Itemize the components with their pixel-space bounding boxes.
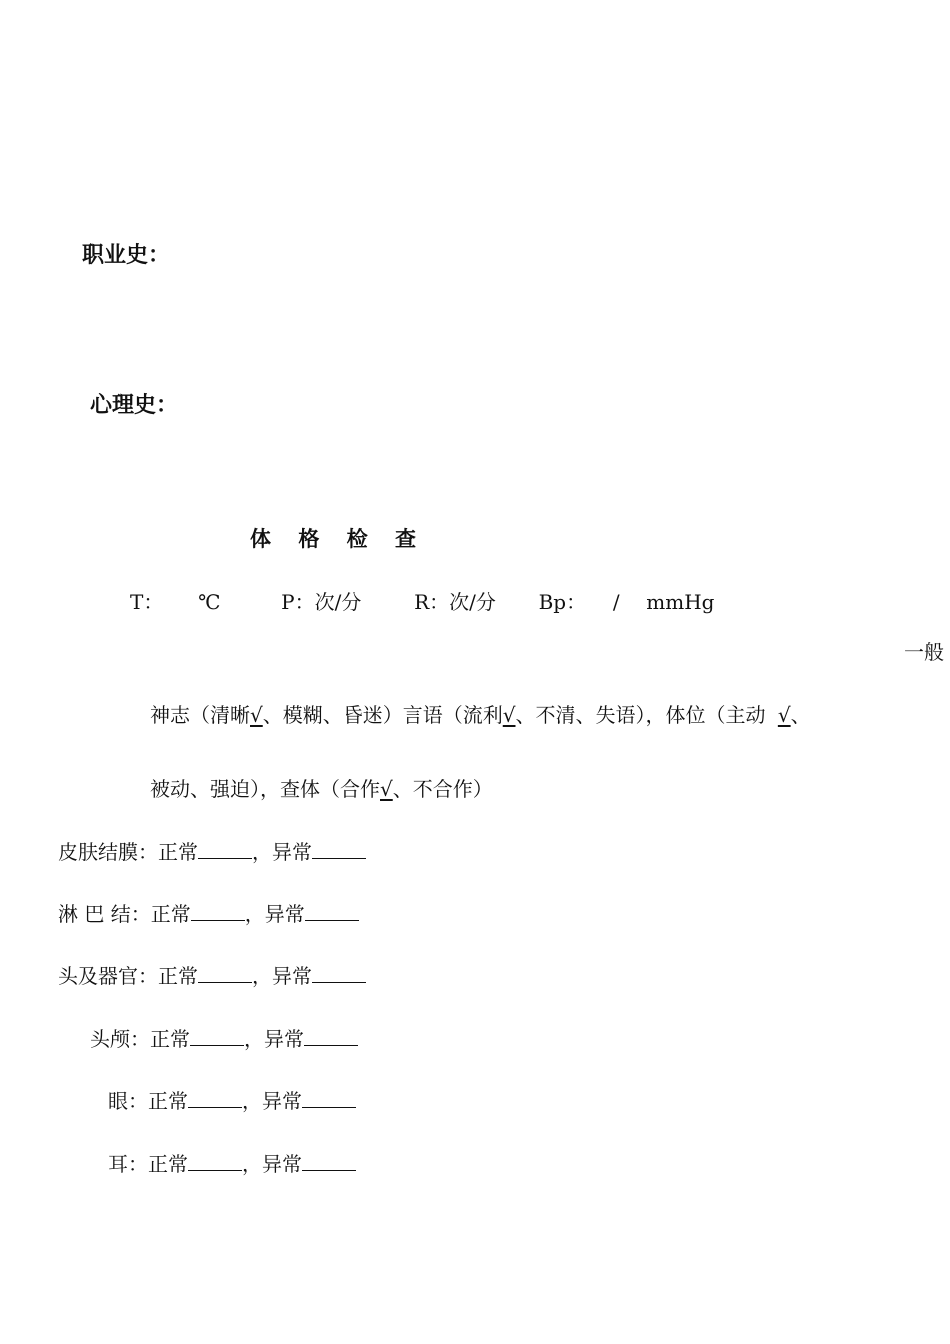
occupation-history-label: 职业史： (82, 243, 171, 268)
row-sep: ， (244, 902, 265, 926)
position-text: 、不清、失语），体位（主动 (515, 703, 766, 727)
abnormal-blank[interactable] (312, 840, 366, 859)
title-char: 格 (298, 527, 320, 551)
psych-history-label: 心理史： (90, 393, 179, 418)
checkmark: √ (502, 703, 516, 727)
row-label: 头及器官： (58, 964, 158, 988)
row-sep: ， (244, 1027, 264, 1051)
general-label: 一般 (904, 640, 944, 664)
blood-pressure-separator: / (612, 590, 620, 614)
normal-blank[interactable] (188, 1089, 242, 1108)
row-sep: ， (252, 840, 272, 864)
normal-blank[interactable] (198, 840, 252, 859)
speech-text: 、模糊、昏迷）言语（流利 (262, 703, 503, 727)
normal-blank[interactable] (188, 1152, 242, 1171)
abnormal-blank[interactable] (312, 964, 366, 983)
normal-blank[interactable] (191, 902, 245, 921)
pulse-label: P：次/分 (281, 590, 362, 614)
position-cont-text: 被动、强迫），查体（合作 (150, 777, 380, 801)
abnormal-label: 异常 (262, 1089, 302, 1113)
abnormal-label: 异常 (264, 902, 305, 926)
abnormal-blank[interactable] (302, 1089, 356, 1108)
checkmark: √ (380, 777, 393, 801)
row-label: 皮肤结膜： (58, 840, 158, 864)
consciousness-text: 神志（清晰 (150, 703, 250, 727)
abnormal-label: 异常 (264, 1027, 304, 1051)
temperature-unit: ℃ (198, 590, 221, 614)
temperature-label: T： (130, 590, 164, 614)
exam-row-skull (90, 1023, 358, 1052)
row-label: 头颅： (90, 1027, 150, 1051)
physical-exam-title (250, 523, 436, 553)
blood-pressure-label: Bp： (538, 590, 587, 614)
cooperation-text: 、不合作） (392, 777, 493, 801)
normal-blank[interactable] (190, 1027, 244, 1046)
title-char: 体 (250, 527, 271, 551)
abnormal-label: 异常 (272, 840, 312, 864)
normal-blank[interactable] (198, 964, 252, 983)
row-label: 淋 巴 结： (58, 902, 151, 926)
row-label: 眼： (108, 1089, 148, 1113)
checkmark: √ (777, 703, 791, 727)
title-char: 检 (346, 527, 368, 551)
normal-label: 正常 (158, 840, 198, 864)
row-sep: ， (252, 964, 272, 988)
abnormal-label: 异常 (262, 1152, 302, 1176)
exam-row-lymph (58, 898, 359, 927)
exam-row-skin (58, 836, 366, 865)
normal-label: 正常 (148, 1152, 188, 1176)
normal-label: 正常 (150, 902, 191, 926)
general-line-1 (150, 699, 811, 728)
normal-label: 正常 (150, 1027, 190, 1051)
normal-label: 正常 (158, 964, 198, 988)
checkmark: √ (250, 703, 263, 727)
exam-row-head-organs (58, 960, 366, 989)
abnormal-blank[interactable] (302, 1152, 356, 1171)
row-sep: ， (242, 1152, 262, 1176)
normal-label: 正常 (148, 1089, 188, 1113)
blood-pressure-unit: mmHg (646, 590, 715, 614)
row-label: 耳： (108, 1152, 148, 1176)
exam-row-eyes (108, 1085, 356, 1114)
row-sep: ， (242, 1089, 262, 1113)
general-line-2 (150, 773, 493, 802)
exam-row-ears (108, 1148, 356, 1177)
abnormal-blank[interactable] (305, 902, 359, 921)
title-char: 查 (394, 527, 416, 551)
respiration-label: R：次/分 (414, 590, 496, 614)
abnormal-label: 异常 (272, 964, 312, 988)
vitals-line (130, 586, 714, 615)
position-sep: 、 (790, 703, 811, 727)
abnormal-blank[interactable] (304, 1027, 358, 1046)
